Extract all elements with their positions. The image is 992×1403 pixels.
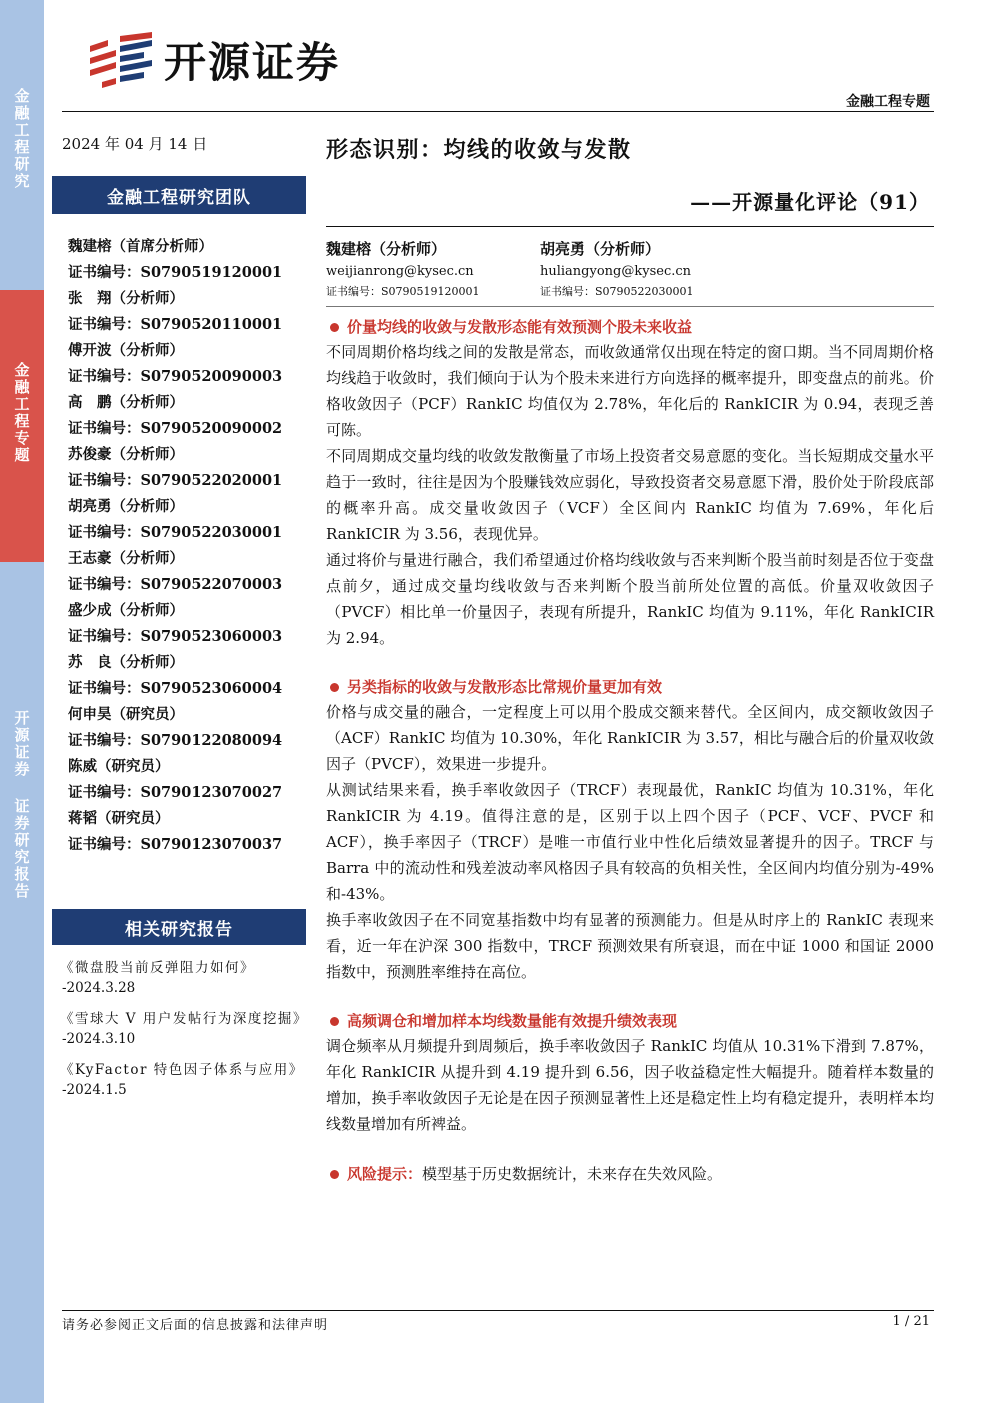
- analyst-line: 盛少成（分析师）: [68, 602, 184, 619]
- report-summary: [326, 315, 934, 1187]
- author-name: 胡亮勇（分析师）: [540, 240, 661, 258]
- author-name: 魏建榕（分析师）: [326, 240, 447, 258]
- footer-disclaimer: 请务必参阅正文后面的信息披露和法律声明: [62, 1318, 329, 1333]
- report-date: 2024 年 04 月 14 日: [62, 135, 208, 153]
- analyst-line: 张 翔（分析师）: [68, 290, 184, 307]
- analyst-line: 证书编号：S0790123070027: [68, 784, 283, 801]
- analyst-line: 胡亮勇（分析师）: [68, 498, 184, 515]
- section-paragraph: 调仓频率从月频提升到周频后，换手率收敛因子 RankIC 均值从 10.31%下滑到 7.87%，年化 RankICIR 从提升到 4.19 提升到 6.56，因子收益稳定性大幅提升。随着样本数量的增加，换手率收敛因子无论是在因子预测显著性上还是稳定性上均有稳定提升，表明样本均线数量增加有所裨益。: [326, 1037, 934, 1133]
- analyst-line: 傅开波（分析师）: [68, 342, 184, 359]
- analyst-line: 陈威（研究员）: [68, 758, 170, 775]
- summary-section: [326, 315, 934, 651]
- author-email[interactable]: weijianrong@kysec.cn: [326, 264, 474, 279]
- author-email[interactable]: huliangyong@kysec.cn: [540, 264, 692, 279]
- footer-divider: [62, 1310, 934, 1311]
- analyst-line: 证书编号：S0790519120001: [68, 264, 283, 281]
- analyst-line: 证书编号：S0790520090003: [68, 368, 283, 385]
- analyst-line: 证书编号：S0790122080094: [68, 732, 283, 749]
- section-paragraph: 价格与成交量的融合，一定程度上可以用个股成交额来替代。全区间内，成交额收敛因子（ACF）RankIC 均值为 10.30%，年化 RankICIR 为 3.57，相比与融合后的价量双收敛因子（PVCF），效果进一步提升。: [326, 703, 934, 773]
- analyst-line: 证书编号：S0790522070003: [68, 576, 283, 593]
- related-report-link[interactable]: 《微盘股当前反弹阻力如何》: [60, 960, 255, 976]
- section-heading: 价量均线的收敛与发散形态能有效预测个股未来收益: [326, 315, 934, 339]
- page-number: 1 / 21: [892, 1314, 930, 1329]
- analyst-line: 苏 良（分析师）: [68, 654, 184, 671]
- related-report-link[interactable]: 《KyFactor 特色因子体系与应用》: [60, 1062, 304, 1078]
- header-divider: [62, 111, 934, 112]
- related-reports-heading: 相关研究报告: [52, 909, 306, 945]
- section-paragraph: 不同周期价格均线之间的发散是常态，而收敛通常仅出现在特定的窗口期。当不同周期价格均线趋于收敛时，我们倾向于认为个股未来进行方向选择的概率提升，即变盘点的前兆。价格收敛因子（PCF）RankIC 均值仅为 2.78%，年化后的 RankICIR 为 0.94，表现乏善可陈。: [326, 343, 934, 439]
- analyst-line: 证书编号：S0790520110001: [68, 316, 283, 333]
- bullet-icon: [330, 683, 339, 692]
- section-paragraph: 通过将价与量进行融合，我们希望通过价格均线收敛与否来判断个股当前时刻是否位于变盘点前夕，通过成交量均线收敛与否来判断个股当前所处位置的高低。价量双收敛因子（PVCF）相比单一价量因子，表现有所提升，RankIC 均值为 9.11%，年化 RankICIR 为 2.94。: [326, 551, 934, 647]
- analyst-line: 证书编号：S0790522030001: [68, 524, 283, 541]
- section-heading: 另类指标的收敛与发散形态比常规价量更加有效: [326, 675, 934, 699]
- risk-label: 风险提示：: [347, 1165, 423, 1183]
- analyst-line: 证书编号：S0790523060004: [68, 680, 283, 697]
- risk-text: 模型基于历史数据统计，未来存在失效风险。: [422, 1165, 723, 1183]
- summary-section: [326, 1009, 934, 1137]
- related-report-link[interactable]: 《雪球大 V 用户发帖行为深度挖掘》: [60, 1011, 308, 1027]
- report-subtitle: ——开源量化评论（91）: [690, 190, 930, 214]
- author-block: [326, 238, 754, 300]
- analyst-line: 蒋韬（研究员）: [68, 810, 170, 827]
- analyst-line: 证书编号：S0790123070037: [68, 836, 283, 853]
- title-divider: [326, 226, 934, 227]
- bullet-icon: [330, 1017, 339, 1026]
- team-heading: 金融工程研究团队: [52, 176, 306, 214]
- logo-text: 开源证券: [164, 38, 341, 87]
- logo-mark-icon: [86, 32, 156, 88]
- analyst-line: 高 鹏（分析师）: [68, 394, 184, 411]
- analyst-list: [68, 234, 306, 858]
- section-paragraph: 从测试结果来看，换手率收敛因子（TRCF）表现最优，RankIC 均值为 10.31%，年化 RankICIR 为 4.19。值得注意的是，区别于以上四个因子（PCF、VCF、PVCF 和 ACF），换手率因子（TRCF）是唯一市值行业中性化后绩效显著提升的因子。TRCF 与 Barra 中的流动性和残差波动率风格因子具有较高的负相关性，全区间内均值分别为-49%和-43%。: [326, 781, 934, 903]
- summary-section: [326, 675, 934, 985]
- section-heading: 高频调仓和增加样本均线数量能有效提升绩效表现: [326, 1009, 934, 1033]
- author-divider: [326, 306, 934, 307]
- author-cert: 证书编号：S0790519120001: [326, 285, 480, 298]
- related-reports-list: [60, 958, 306, 1111]
- analyst-line: 证书编号：S0790520090002: [68, 420, 283, 437]
- bullet-icon: [330, 323, 339, 332]
- risk-warning: [326, 1161, 934, 1187]
- report-title: 形态识别：均线的收敛与发散: [326, 137, 632, 163]
- side-label-company: 开源证券 证券研究报告: [12, 710, 31, 900]
- related-report-date: -2024.3.28: [62, 980, 136, 996]
- analyst-line: 魏建榕（首席分析师）: [68, 238, 213, 255]
- section-paragraph: 换手率收敛因子在不同宽基指数中均有显著的预测能力。但是从时序上的 RankIC 表现来看，近一年在沪深 300 指数中，TRCF 预测效果有所衰退，而在中证 1000 和国证 2000 指数中，预测胜率维持在高位。: [326, 911, 934, 981]
- company-logo: [86, 30, 340, 90]
- analyst-line: 证书编号：S0790522020001: [68, 472, 283, 489]
- author-card: [540, 238, 754, 300]
- analyst-line: 证书编号：S0790523060003: [68, 628, 283, 645]
- bullet-icon: [330, 1170, 339, 1179]
- analyst-line: 苏俊豪（分析师）: [68, 446, 184, 463]
- side-label-topic: 金融工程专题: [0, 290, 44, 562]
- section-paragraph: 不同周期成交量均线的收敛发散衡量了市场上投资者交易意愿的变化。当长短期成交量水平趋于一致时，往往是因为个股赚钱效应弱化，导致投资者交易意愿下滑，股价处于阶段底部的概率升高。成交量收敛因子（VCF）全区间内 RankIC 均值为 7.69%，年化后 RankICIR 为 3.56，表现优异。: [326, 447, 934, 543]
- report-category: 金融工程专题: [846, 94, 930, 110]
- analyst-line: 王志豪（分析师）: [68, 550, 184, 567]
- related-report-date: -2024.1.5: [62, 1082, 127, 1098]
- author-card: [326, 238, 540, 300]
- related-report-date: -2024.3.10: [62, 1031, 136, 1047]
- author-cert: 证书编号：S0790522030001: [540, 285, 694, 298]
- side-label-research: 金融工程研究: [12, 88, 31, 190]
- analyst-line: 何申昊（研究员）: [68, 706, 184, 723]
